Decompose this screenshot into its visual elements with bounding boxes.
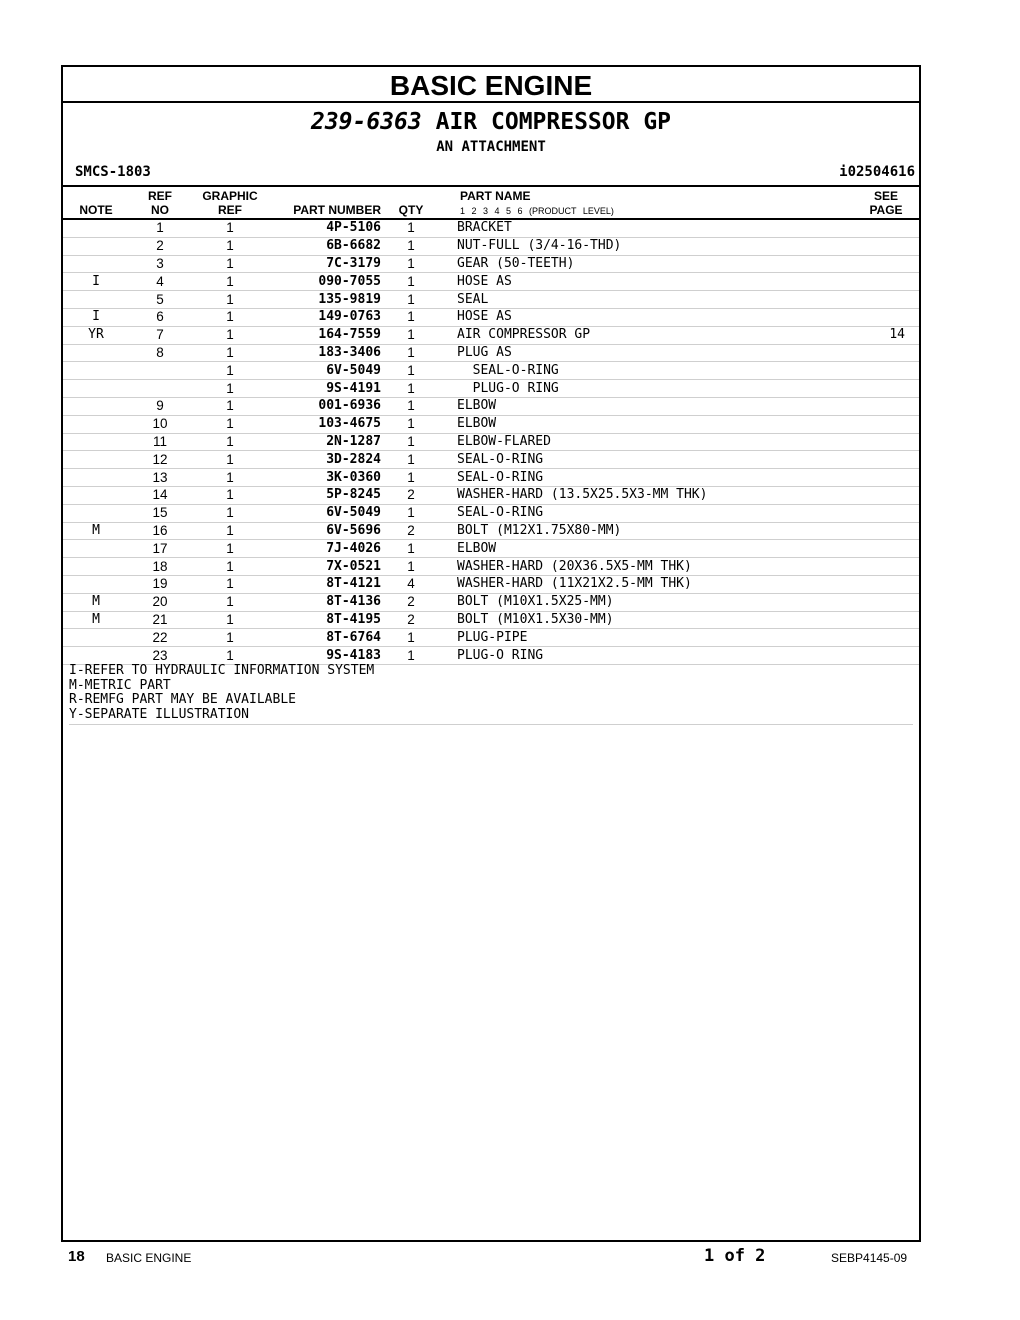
row-graphic-ref: 1 bbox=[191, 326, 269, 344]
column-ref-bottom: NO bbox=[151, 203, 169, 217]
row-note bbox=[63, 255, 129, 273]
column-see-top: SEE bbox=[873, 189, 898, 203]
row-part-name: BRACKET bbox=[441, 220, 833, 237]
row-part-number: 135-9819 bbox=[269, 291, 381, 309]
row-see-page bbox=[833, 540, 919, 558]
row-qty: 1 bbox=[381, 504, 441, 522]
row-graphic-ref: 1 bbox=[191, 629, 269, 647]
row-part-number: 090-7055 bbox=[269, 273, 381, 291]
row-see-page bbox=[833, 273, 919, 291]
row-ref-no: 5 bbox=[129, 291, 191, 309]
row-ref-no: 13 bbox=[129, 469, 191, 487]
row-part-number: 8T-6764 bbox=[269, 629, 381, 647]
row-see-page bbox=[833, 380, 919, 398]
row-note bbox=[63, 362, 129, 380]
row-graphic-ref: 1 bbox=[191, 540, 269, 558]
row-part-number: 9S-4191 bbox=[269, 380, 381, 398]
row-graphic-ref: 1 bbox=[191, 647, 269, 665]
row-graphic-ref: 1 bbox=[191, 237, 269, 255]
table-row bbox=[63, 255, 919, 273]
row-part-name: ELBOW-FLARED bbox=[441, 433, 833, 451]
row-ref-no: 12 bbox=[129, 451, 191, 469]
row-qty: 1 bbox=[381, 415, 441, 433]
row-qty: 1 bbox=[381, 237, 441, 255]
row-see-page bbox=[833, 558, 919, 576]
row-graphic-ref: 1 bbox=[191, 362, 269, 380]
row-part-name: SEAL bbox=[441, 291, 833, 309]
row-part-name: SEAL-O-RING bbox=[441, 451, 833, 469]
table-row bbox=[63, 220, 919, 237]
table-row bbox=[63, 415, 919, 433]
row-part-number: 149-0763 bbox=[269, 308, 381, 326]
footer-page-count: 1 of 2 bbox=[704, 1246, 766, 1266]
row-graphic-ref: 1 bbox=[191, 397, 269, 415]
row-ref-no: 16 bbox=[129, 522, 191, 540]
row-part-number: 3D-2824 bbox=[269, 451, 381, 469]
group-title bbox=[63, 109, 919, 135]
table-row bbox=[63, 647, 919, 665]
column-ref-top: REF bbox=[148, 189, 172, 203]
row-see-page bbox=[833, 415, 919, 433]
row-see-page bbox=[833, 362, 919, 380]
row-part-number: 5P-8245 bbox=[269, 486, 381, 504]
row-note: M bbox=[63, 522, 129, 540]
row-ref-no: 11 bbox=[129, 433, 191, 451]
row-part-name: WASHER-HARD (11X21X2.5-MM THK) bbox=[441, 575, 833, 593]
row-graphic-ref: 1 bbox=[191, 522, 269, 540]
row-part-number: 8T-4121 bbox=[269, 575, 381, 593]
row-part-name: WASHER-HARD (20X36.5X5-MM THK) bbox=[441, 558, 833, 576]
row-see-page bbox=[833, 237, 919, 255]
note-line: Y-SEPARATE ILLUSTRATION bbox=[69, 706, 250, 722]
column-graphic-top: GRAPHIC bbox=[202, 189, 258, 203]
row-graphic-ref: 1 bbox=[191, 611, 269, 629]
row-see-page bbox=[833, 220, 919, 237]
row-qty: 2 bbox=[381, 611, 441, 629]
row-see-page bbox=[833, 255, 919, 273]
notes-legend bbox=[69, 664, 913, 725]
row-graphic-ref: 1 bbox=[191, 558, 269, 576]
row-ref-no: 17 bbox=[129, 540, 191, 558]
row-part-number: 7X-0521 bbox=[269, 558, 381, 576]
row-note bbox=[63, 220, 129, 237]
row-part-number: 103-4675 bbox=[269, 415, 381, 433]
row-note: M bbox=[63, 593, 129, 611]
row-see-page bbox=[833, 486, 919, 504]
table-row bbox=[63, 433, 919, 451]
row-see-page bbox=[833, 433, 919, 451]
row-qty: 1 bbox=[381, 629, 441, 647]
row-graphic-ref: 1 bbox=[191, 344, 269, 362]
row-ref-no: 20 bbox=[129, 593, 191, 611]
row-part-number: 9S-4183 bbox=[269, 647, 381, 665]
footer-section: BASIC ENGINE bbox=[106, 1251, 192, 1265]
row-note bbox=[63, 504, 129, 522]
row-see-page bbox=[833, 451, 919, 469]
row-see-page bbox=[833, 647, 919, 665]
table-row bbox=[63, 344, 919, 362]
table-row bbox=[63, 558, 919, 576]
table-row bbox=[63, 380, 919, 398]
row-part-name: ELBOW bbox=[441, 415, 833, 433]
row-note bbox=[63, 380, 129, 398]
row-graphic-ref: 1 bbox=[191, 504, 269, 522]
row-qty: 2 bbox=[381, 486, 441, 504]
row-graphic-ref: 1 bbox=[191, 451, 269, 469]
row-note bbox=[63, 558, 129, 576]
row-qty: 2 bbox=[381, 593, 441, 611]
row-qty: 1 bbox=[381, 397, 441, 415]
row-graphic-ref: 1 bbox=[191, 255, 269, 273]
table-row bbox=[63, 540, 919, 558]
row-part-number: 4P-5106 bbox=[269, 220, 381, 237]
row-note bbox=[63, 433, 129, 451]
row-part-name: NUT-FULL (3/4-16-THD) bbox=[441, 237, 833, 255]
row-part-number: 6V-5049 bbox=[269, 504, 381, 522]
document-ident: i02504616 bbox=[839, 164, 915, 180]
row-qty: 1 bbox=[381, 255, 441, 273]
table-row bbox=[63, 397, 919, 415]
row-part-name: PLUG-PIPE bbox=[441, 629, 833, 647]
row-part-number: 7C-3179 bbox=[269, 255, 381, 273]
table-row bbox=[63, 308, 919, 326]
row-qty: 4 bbox=[381, 575, 441, 593]
row-ref-no: 6 bbox=[129, 308, 191, 326]
column-see-bottom: PAGE bbox=[869, 203, 903, 217]
column-ref bbox=[129, 189, 191, 217]
footer-doc-id: SEBP4145-09 bbox=[831, 1251, 908, 1265]
row-part-number: 164-7559 bbox=[269, 326, 381, 344]
row-graphic-ref: 1 bbox=[191, 415, 269, 433]
row-part-name: BOLT (M10X1.5X30-MM) bbox=[441, 611, 833, 629]
row-part-name: PLUG-O RING bbox=[441, 647, 833, 665]
row-qty: 1 bbox=[381, 220, 441, 237]
group-number: 239-6363 bbox=[310, 109, 422, 135]
row-ref-no: 10 bbox=[129, 415, 191, 433]
row-part-name: HOSE AS bbox=[441, 273, 833, 291]
row-graphic-ref: 1 bbox=[191, 486, 269, 504]
row-note: YR bbox=[63, 326, 129, 344]
row-ref-no: 3 bbox=[129, 255, 191, 273]
row-graphic-ref: 1 bbox=[191, 433, 269, 451]
row-qty: 2 bbox=[381, 522, 441, 540]
row-note bbox=[63, 469, 129, 487]
table-row bbox=[63, 504, 919, 522]
row-ref-no: 18 bbox=[129, 558, 191, 576]
group-subtitle: AN ATTACHMENT bbox=[436, 139, 546, 155]
row-part-number: 6B-6682 bbox=[269, 237, 381, 255]
row-qty: 1 bbox=[381, 326, 441, 344]
row-qty: 1 bbox=[381, 433, 441, 451]
row-qty: 1 bbox=[381, 647, 441, 665]
row-qty: 1 bbox=[381, 380, 441, 398]
smcs-code: SMCS-1803 bbox=[75, 164, 151, 180]
note-line: M-METRIC PART bbox=[69, 677, 171, 693]
row-qty: 1 bbox=[381, 540, 441, 558]
row-see-page bbox=[833, 575, 919, 593]
row-qty: 1 bbox=[381, 344, 441, 362]
row-part-name: HOSE AS bbox=[441, 308, 833, 326]
row-part-name: SEAL-O-RING bbox=[441, 504, 833, 522]
table-row bbox=[63, 575, 919, 593]
table-row bbox=[63, 469, 919, 487]
row-part-number: 001-6936 bbox=[269, 397, 381, 415]
row-see-page bbox=[833, 504, 919, 522]
row-see-page bbox=[833, 344, 919, 362]
row-graphic-ref: 1 bbox=[191, 380, 269, 398]
row-part-name: WASHER-HARD (13.5X25.5X3-MM THK) bbox=[441, 486, 833, 504]
row-ref-no: 22 bbox=[129, 629, 191, 647]
parts-page-frame bbox=[61, 65, 921, 1242]
row-ref-no: 2 bbox=[129, 237, 191, 255]
row-see-page bbox=[833, 469, 919, 487]
row-qty: 1 bbox=[381, 291, 441, 309]
row-part-number: 6V-5049 bbox=[269, 362, 381, 380]
row-ref-no: 21 bbox=[129, 611, 191, 629]
row-part-name: AIR COMPRESSOR GP bbox=[441, 326, 833, 344]
column-graphic bbox=[191, 189, 269, 217]
row-qty: 1 bbox=[381, 469, 441, 487]
row-note bbox=[63, 647, 129, 665]
row-note: M bbox=[63, 611, 129, 629]
row-graphic-ref: 1 bbox=[191, 291, 269, 309]
row-part-name: BOLT (M12X1.75X80-MM) bbox=[441, 522, 833, 540]
note-line: R-REMFG PART MAY BE AVAILABLE bbox=[69, 692, 296, 707]
column-see-page bbox=[853, 189, 919, 217]
table-row bbox=[63, 273, 919, 291]
table-row bbox=[63, 522, 919, 540]
row-ref-no: 7 bbox=[129, 326, 191, 344]
footer-page-number: 18 bbox=[68, 1248, 85, 1265]
row-ref-no: 23 bbox=[129, 647, 191, 665]
row-graphic-ref: 1 bbox=[191, 220, 269, 237]
table-row bbox=[63, 629, 919, 647]
row-qty: 1 bbox=[381, 308, 441, 326]
row-note bbox=[63, 397, 129, 415]
row-part-name: ELBOW bbox=[441, 540, 833, 558]
table-row bbox=[63, 291, 919, 309]
row-ref-no: 9 bbox=[129, 397, 191, 415]
table-row bbox=[63, 326, 919, 344]
row-see-page bbox=[833, 522, 919, 540]
row-part-name: PLUG-O RING bbox=[441, 380, 833, 398]
row-part-name: GEAR (50-TEETH) bbox=[441, 255, 833, 273]
row-graphic-ref: 1 bbox=[191, 593, 269, 611]
row-see-page bbox=[833, 397, 919, 415]
row-part-name: PLUG AS bbox=[441, 344, 833, 362]
table-row bbox=[63, 486, 919, 504]
row-graphic-ref: 1 bbox=[191, 575, 269, 593]
parts-table bbox=[63, 220, 919, 665]
row-note bbox=[63, 415, 129, 433]
table-row bbox=[63, 451, 919, 469]
row-part-name: SEAL-O-RING bbox=[441, 469, 833, 487]
product-levels: 1 2 3 4 5 6 (PRODUCT LEVEL) bbox=[460, 206, 614, 216]
row-note bbox=[63, 451, 129, 469]
table-row bbox=[63, 237, 919, 255]
row-see-page bbox=[833, 629, 919, 647]
row-see-page: 14 bbox=[833, 326, 919, 344]
row-graphic-ref: 1 bbox=[191, 273, 269, 291]
row-see-page bbox=[833, 291, 919, 309]
row-note bbox=[63, 486, 129, 504]
row-ref-no: 14 bbox=[129, 486, 191, 504]
row-note: I bbox=[63, 273, 129, 291]
row-graphic-ref: 1 bbox=[191, 308, 269, 326]
row-part-number: 2N-1287 bbox=[269, 433, 381, 451]
row-see-page bbox=[833, 611, 919, 629]
row-ref-no: 19 bbox=[129, 575, 191, 593]
row-qty: 1 bbox=[381, 451, 441, 469]
row-note bbox=[63, 344, 129, 362]
table-row bbox=[63, 593, 919, 611]
row-part-number: 8T-4136 bbox=[269, 593, 381, 611]
row-qty: 1 bbox=[381, 558, 441, 576]
row-note: I bbox=[63, 308, 129, 326]
column-graphic-bottom: REF bbox=[218, 203, 242, 217]
row-part-number: 6V-5696 bbox=[269, 522, 381, 540]
note-line: I-REFER TO HYDRAULIC INFORMATION SYSTEM bbox=[69, 663, 375, 678]
header-divider bbox=[63, 185, 919, 187]
table-row bbox=[63, 611, 919, 629]
row-graphic-ref: 1 bbox=[191, 469, 269, 487]
row-ref-no: 15 bbox=[129, 504, 191, 522]
row-ref-no: 4 bbox=[129, 273, 191, 291]
row-ref-no: 1 bbox=[129, 220, 191, 237]
row-ref-no: 8 bbox=[129, 344, 191, 362]
row-note bbox=[63, 575, 129, 593]
column-qty: QTY bbox=[398, 203, 424, 217]
row-ref-no bbox=[129, 362, 191, 380]
row-part-name: BOLT (M10X1.5X25-MM) bbox=[441, 593, 833, 611]
column-note: NOTE bbox=[79, 203, 113, 217]
section-title: BASIC ENGINE bbox=[63, 67, 919, 103]
row-note bbox=[63, 540, 129, 558]
parts-table-body bbox=[63, 220, 919, 664]
table-row bbox=[63, 362, 919, 380]
group-name: AIR COMPRESSOR GP bbox=[435, 109, 672, 135]
column-part-name: PART NAME bbox=[460, 189, 531, 203]
row-part-name: ELBOW bbox=[441, 397, 833, 415]
row-part-number: 7J-4026 bbox=[269, 540, 381, 558]
row-ref-no bbox=[129, 380, 191, 398]
row-note bbox=[63, 291, 129, 309]
column-part-number: PART NUMBER bbox=[293, 203, 381, 217]
row-see-page bbox=[833, 593, 919, 611]
row-note bbox=[63, 629, 129, 647]
row-part-name: SEAL-O-RING bbox=[441, 362, 833, 380]
row-qty: 1 bbox=[381, 273, 441, 291]
row-part-number: 3K-0360 bbox=[269, 469, 381, 487]
row-note bbox=[63, 237, 129, 255]
row-part-number: 183-3406 bbox=[269, 344, 381, 362]
row-part-number: 8T-4195 bbox=[269, 611, 381, 629]
row-see-page bbox=[833, 308, 919, 326]
row-qty: 1 bbox=[381, 362, 441, 380]
